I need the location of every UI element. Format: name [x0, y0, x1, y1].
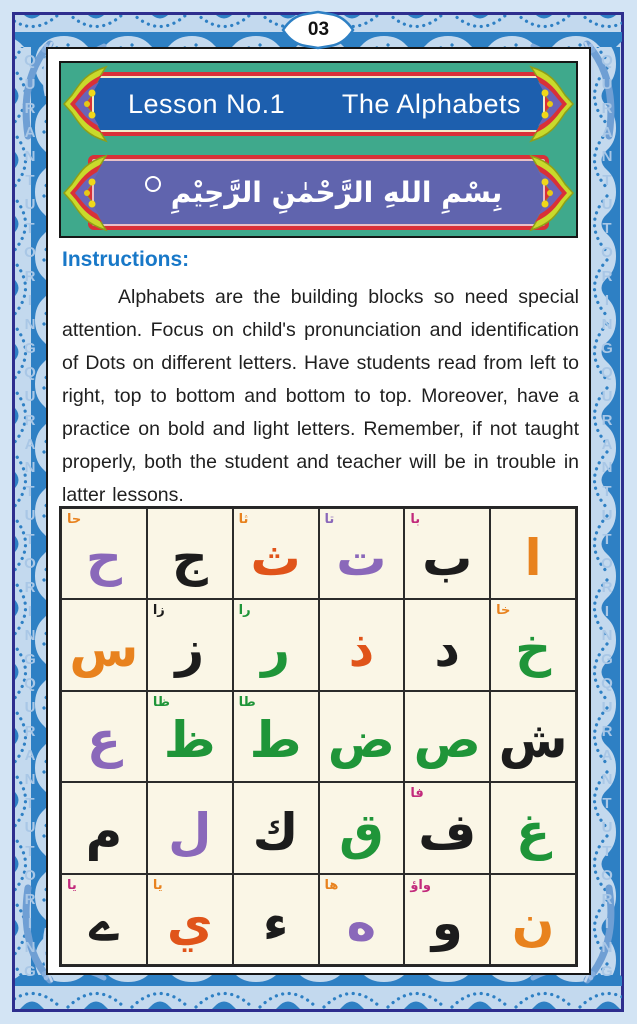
arabic-letter: خ [515, 620, 552, 679]
arabic-letter: ظ [163, 711, 216, 770]
content-panel [46, 47, 591, 975]
page-number: 03 [307, 19, 330, 40]
instructions-section [62, 248, 579, 512]
arabic-letter: ك [252, 802, 299, 861]
letter-cell-saad [404, 691, 490, 782]
arabic-letter: ص [413, 711, 481, 770]
letter-name-annotation: ظا [152, 694, 170, 710]
page-number-badge [281, 10, 356, 53]
arabic-letter: ح [85, 528, 122, 587]
letter-cell-ya [147, 874, 233, 965]
letter-cell-alif [490, 508, 576, 599]
letter-cell-tha [233, 508, 319, 599]
lesson-number-label: Lesson No.1 [128, 88, 286, 119]
letter-cell-ba [404, 508, 490, 599]
arabic-letter: ز [175, 620, 205, 679]
arabic-letter: ق [339, 802, 384, 861]
arabic-letter: ط [249, 711, 302, 770]
arabic-letter: ن [511, 894, 555, 953]
letter-name-annotation: يا [152, 877, 163, 893]
letter-cell-dal [404, 599, 490, 690]
instructions-body: Alphabets are the building blocks so need special attention. Focus on child's pronunciation and identification of Dots on different letters. Have students read from left to right, top to bottom and bottom to top. Moreover, have a practice on bold and light letters. Remember, if not taught properly, both the student and teacher will be in trouble in latter lessons. [62, 286, 579, 506]
watermark-left: Q U R A N T U T O R I N G Q U R A N T U T O R I N G Q U R A N T U T O R I N G [24, 52, 36, 980]
letter-cell-seen [61, 599, 147, 690]
letter-name-annotation: خا [496, 603, 511, 619]
letter-name-annotation: ثا [238, 512, 249, 527]
letter-name-annotation: زا [152, 603, 165, 619]
arabic-letter: ض [327, 711, 396, 770]
arabic-letter: غ [516, 802, 551, 861]
arabic-letter: د [434, 620, 461, 679]
lesson-title-banner [61, 72, 576, 136]
letter-cell-ain [61, 691, 147, 782]
letter-name-annotation: را [238, 603, 251, 619]
letter-cell-ya-barree [61, 874, 147, 965]
arabic-letter: ء [262, 894, 289, 953]
arabic-letter: ذ [348, 620, 375, 679]
banner-ornament-icon [529, 154, 575, 232]
arabic-letter: ع [86, 711, 121, 770]
arabic-letter: ب [422, 528, 473, 587]
bismillah-calligraphy: بِسْمِ اللهِ الرَّحْمٰنِ الرَّحِيْمِ [170, 176, 503, 209]
arabic-letter: و [431, 894, 463, 953]
banner-ornament-icon [62, 154, 108, 232]
letter-cell-meem [61, 782, 147, 873]
letter-cell-hha [61, 508, 147, 599]
bismillah-text [135, 176, 503, 209]
letter-cell-kaf [233, 782, 319, 873]
letter-cell-ra [233, 599, 319, 690]
arabic-letter: ه [346, 894, 377, 953]
banner-ornament-icon [529, 65, 575, 143]
letter-cell-noon [490, 874, 576, 965]
arabic-letter: ي [166, 894, 213, 953]
bismillah-bar [88, 155, 549, 230]
letter-cell-lam [147, 782, 233, 873]
letter-name-annotation: ها [324, 877, 339, 893]
arabic-letter: م [85, 802, 123, 861]
letter-cell-hamza [233, 874, 319, 965]
letter-cell-zoa [147, 691, 233, 782]
lesson-title-bar [88, 72, 549, 136]
arabic-letter: س [69, 620, 139, 679]
bismillah-banner [61, 155, 576, 230]
letter-name-annotation: تا [324, 512, 335, 527]
arabic-letter: ش [498, 711, 568, 770]
lesson-header [59, 61, 578, 238]
letter-cell-ha [319, 874, 405, 965]
letter-name-annotation: يا [67, 877, 77, 893]
arabic-letter: ا [524, 528, 542, 587]
lesson-title: The Alphabets [341, 88, 521, 119]
arabic-letter: ت [336, 528, 387, 587]
letter-cell-kha [490, 599, 576, 690]
letter-cell-dhal [319, 599, 405, 690]
letter-name-annotation: با [410, 512, 421, 527]
letter-cell-jeem [147, 508, 233, 599]
letter-cell-sheen [490, 691, 576, 782]
arabic-letter: ے [89, 894, 119, 953]
arabic-letter: ج [171, 528, 208, 587]
arabic-letter: ث [250, 528, 301, 587]
banner-ornament-icon [62, 65, 108, 143]
arabic-letter: ل [168, 802, 212, 861]
letter-name-annotation: طا [238, 694, 256, 710]
letter-cell-ghain [490, 782, 576, 873]
letter-cell-zain [147, 599, 233, 690]
watermark-right: Q U R A N T U T O R I N G Q U R A N T U T O R I N G Q U R A N T U T O R I N G [601, 52, 613, 980]
instructions-heading: Instructions: [62, 248, 190, 271]
letter-cell-waw [404, 874, 490, 965]
arabic-letter: ف [418, 802, 477, 861]
ayah-end-circle-icon [145, 176, 161, 192]
letter-name-annotation: فا [410, 786, 424, 802]
alphabet-grid [59, 506, 578, 967]
letter-name-annotation: واؤ [410, 877, 431, 893]
letter-name-annotation: حا [67, 512, 82, 527]
letter-cell-toa [233, 691, 319, 782]
letter-cell-ta [319, 508, 405, 599]
letter-cell-daad [319, 691, 405, 782]
letter-cell-qaf [319, 782, 405, 873]
arabic-letter: ر [261, 620, 290, 679]
letter-cell-fa [404, 782, 490, 873]
